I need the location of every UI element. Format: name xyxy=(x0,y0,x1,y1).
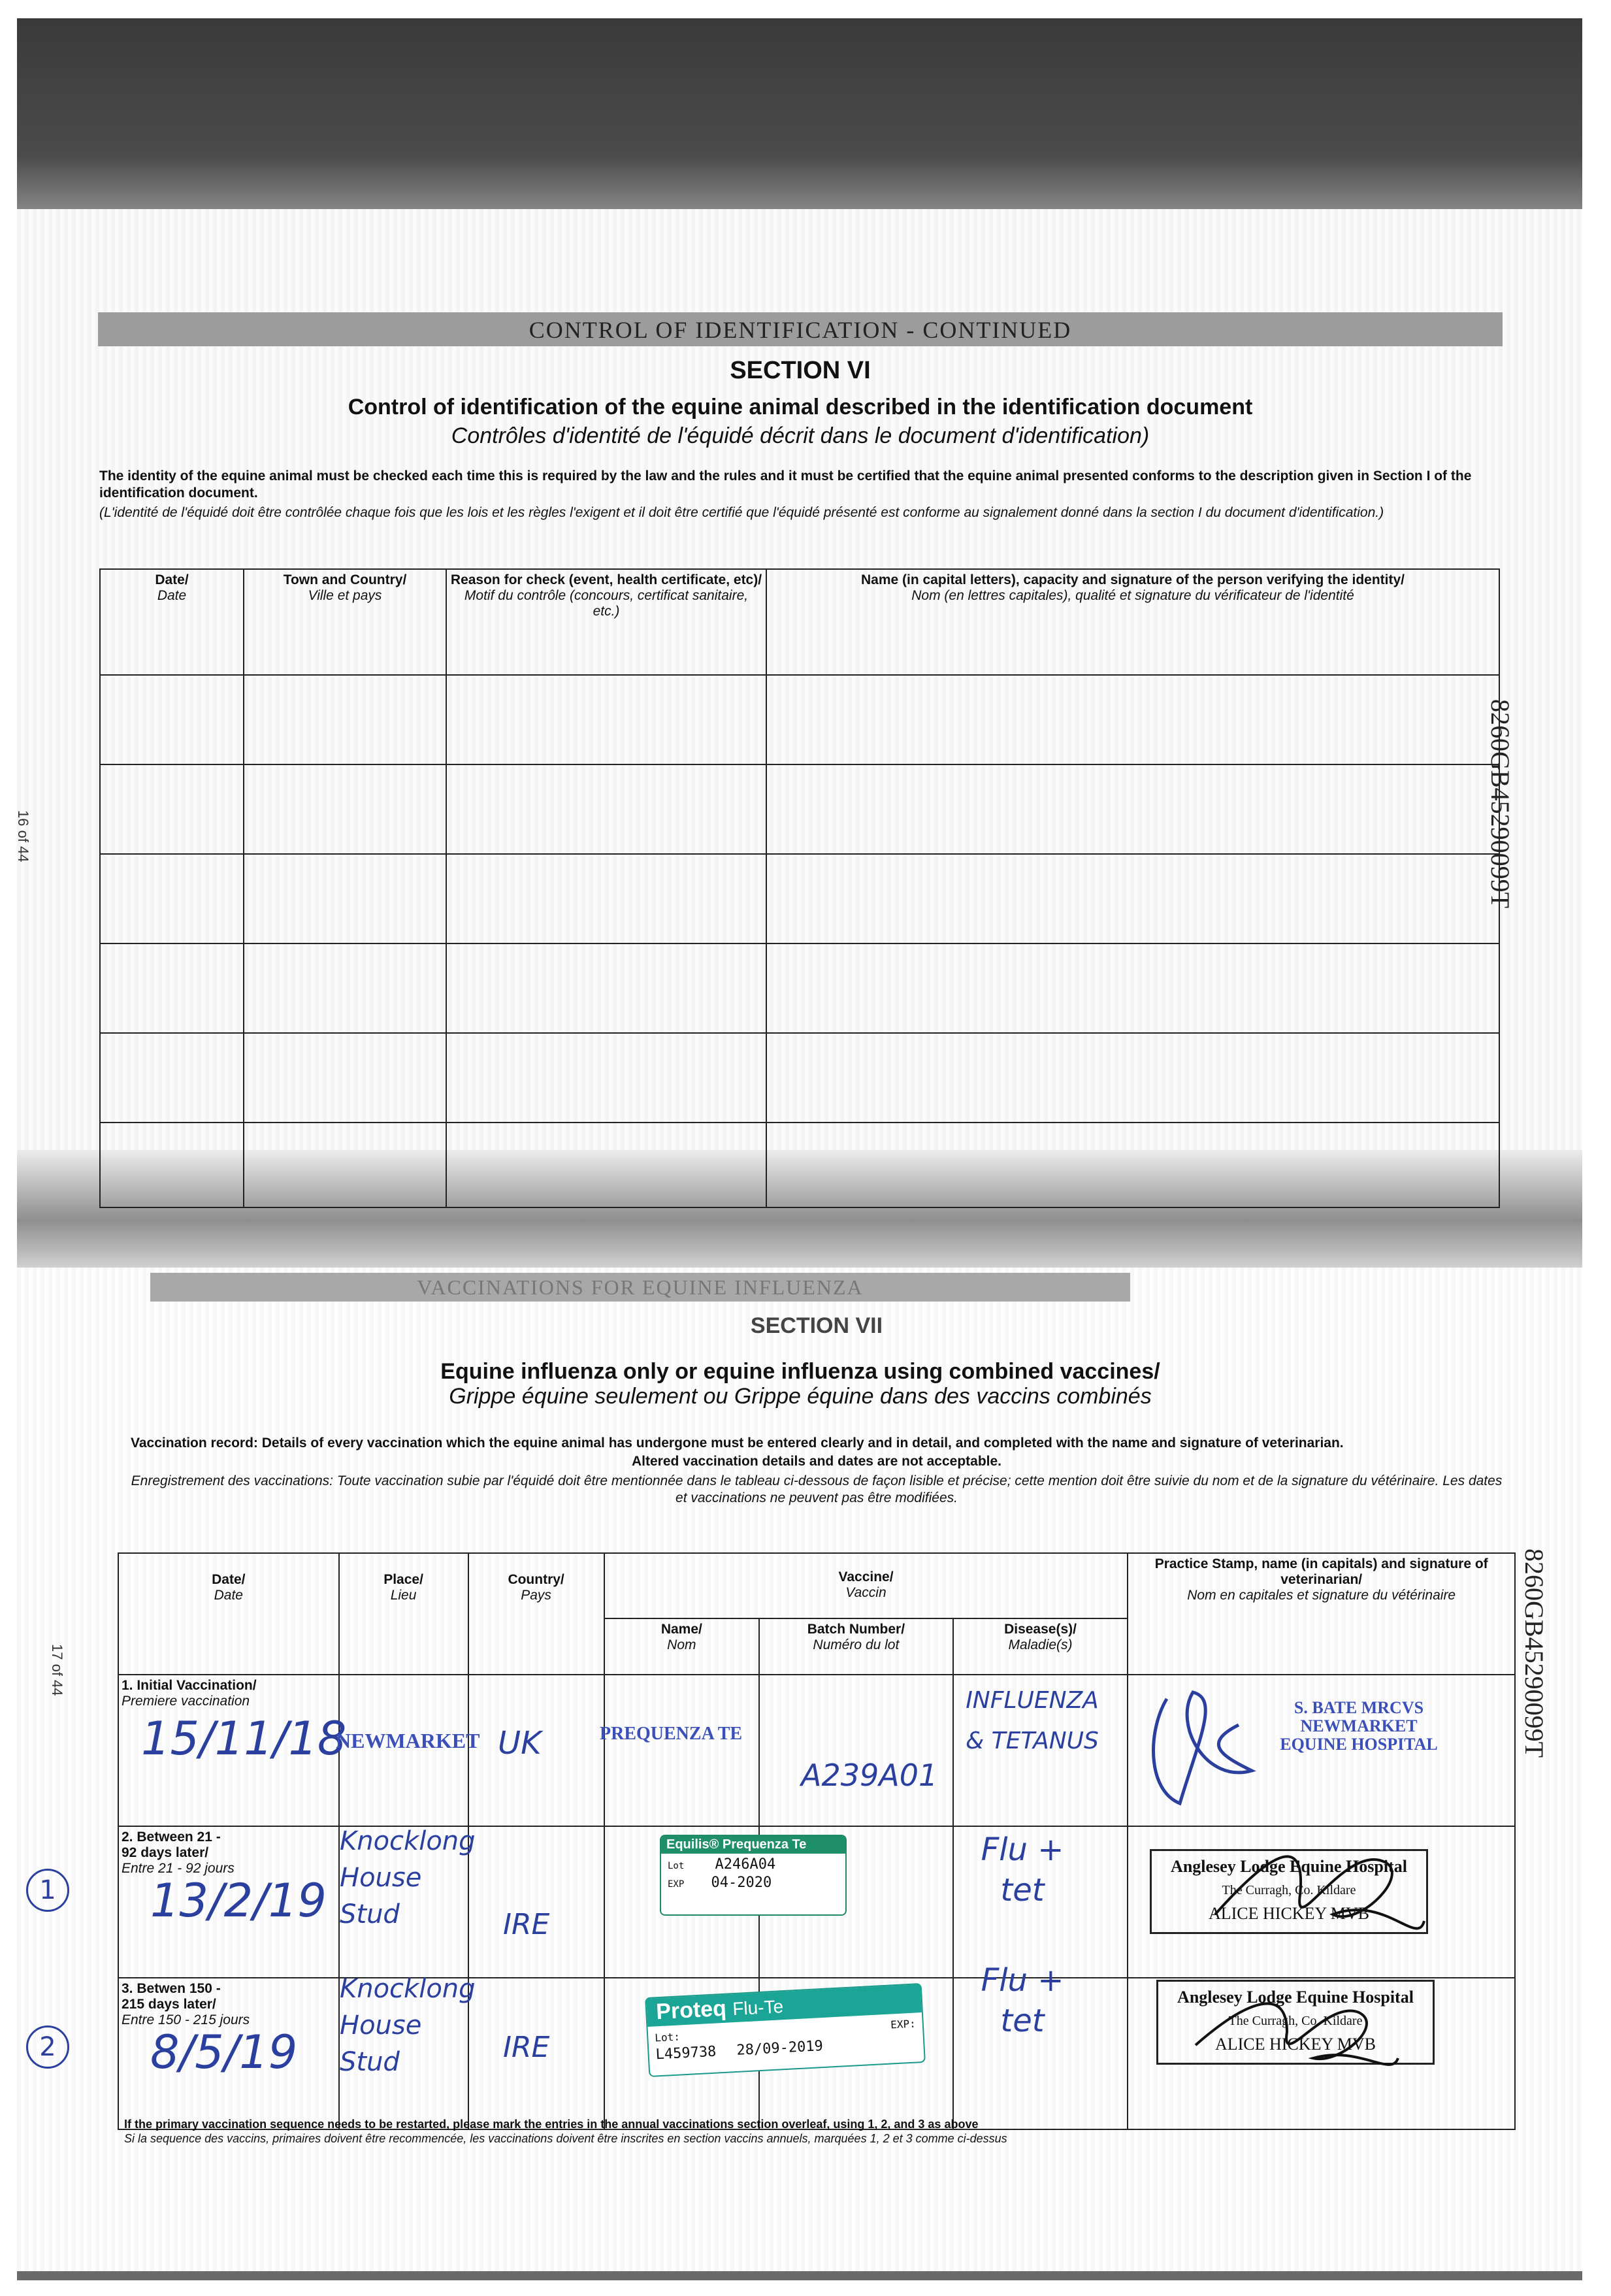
row2-date: 13/2/19 xyxy=(150,1874,327,1927)
col-header-town: Town and Country/ Ville et pays xyxy=(244,569,446,675)
row1-place: NEWMARKET xyxy=(336,1729,480,1752)
section-vi-title-en: Control of identification of the equine animal described in the identification document xyxy=(348,395,1253,419)
row2-country: IRE xyxy=(503,1908,550,1941)
section-vii-heading: SECTION VII xyxy=(750,1313,883,1338)
col-header-verifier: Name (in capital letters), capacity and signature of the person verifying the identity/ Nom (en lettres capitales), qualité et signature du vérificateur de l'identité xyxy=(766,569,1499,675)
page-number-16: 16 of 44 xyxy=(15,810,31,862)
table-row xyxy=(100,943,1499,1033)
col-header-country: Country/ Pays xyxy=(468,1553,604,1675)
row3-disease: Flu + tet xyxy=(981,1962,1064,2039)
row3-vaccine-sticker: Proteq Flu-Te Lot: EXP: L459738 28/09-2019 xyxy=(645,1983,926,2077)
col-header-vaccine: Vaccine/ Vaccin xyxy=(604,1553,1128,1618)
row3-signature xyxy=(1176,1960,1411,2091)
row2-place: Knocklong House Stud xyxy=(340,1826,476,1929)
row-label-third: 3. Betwen 150 - 215 days later/ Entre 150 - 215 jours xyxy=(118,1978,339,2129)
vaccination-banner: VACCINATIONS FOR EQUINE INFLUENZA xyxy=(150,1273,1130,1302)
col-header-disease: Disease(s)/ Maladie(s) xyxy=(953,1618,1128,1675)
page-number-17: 17 of 44 xyxy=(49,1644,65,1696)
section-vi-instructions-fr: (L'identité de l'équidé doit être contrôlée chaque fois que les lois et les règles l'exigent et il doit être certifié que l'équidé présenté est conforme au signalement donné dans la section I du document d'identification.) xyxy=(99,505,1384,520)
col-header-date: Date/ Date xyxy=(100,569,244,675)
scan-dark-edge-bottom xyxy=(17,2271,1582,2280)
row1-date: 15/11/18 xyxy=(141,1712,347,1765)
row2-margin-mark: 1 xyxy=(26,1869,69,1912)
section-vii-title-en: Equine influenza only or equine influenza using combined vaccines/ xyxy=(440,1359,1160,1384)
row-label-initial: 1. Initial Vaccination/ Premiere vaccination xyxy=(118,1675,339,1826)
row1-disease: INFLUENZA & TETANUS xyxy=(966,1687,1099,1754)
col-header-place: Place/ Lieu xyxy=(339,1553,468,1675)
row3-place: Knocklong House Stud xyxy=(340,1974,476,2077)
table-row xyxy=(100,764,1499,854)
section-banner: CONTROL OF IDENTIFICATION - CONTINUED xyxy=(98,312,1503,346)
footer-note-en: If the primary vaccination sequence needs to be restarted, please mark the entries in the annual vaccinations section overleaf, using 1, 2, and 3 as above xyxy=(124,2118,979,2131)
row2-signature xyxy=(1189,1816,1437,1967)
row2-practice-stamp: Anglesey Lodge Equine Hospital The Curragh, Co. Kildare ALICE HICKEY MVB xyxy=(1150,1849,1428,1934)
col-header-reason: Reason for check (event, health certificate, etc)/ Motif du contrôle (concours, certificat sanitaire, etc.) xyxy=(446,569,766,675)
section-vii-title-fr: Grippe équine seulement ou Grippe équine dans des vaccins combinés xyxy=(449,1384,1152,1409)
section-vi-heading: SECTION VI xyxy=(730,357,871,384)
section-vi-title-fr: Contrôles d'identité de l'équidé décrit dans le document d'identification) xyxy=(451,423,1150,448)
passport-id-vertical-bottom: 8260GB45290099T xyxy=(1520,1549,1549,1758)
row-label-second: 2. Between 21 - 92 days later/ Entre 21 - 92 jours xyxy=(118,1826,339,1978)
section-vi-instructions-en: The identity of the equine animal must be checked each time this is required by the law and the rules and it must be certified that the equine animal presented conforms to the description given in Section I of the identification document. xyxy=(99,468,1472,500)
row3-practice-stamp: Anglesey Lodge Equine Hospital The Curragh, Co. Kildare ALICE HICKEY MVB xyxy=(1156,1980,1435,2065)
col-header-vaccine-name: Name/ Nom xyxy=(604,1618,759,1675)
row3-country: IRE xyxy=(503,2031,550,2064)
row1-vaccine-name: PREQUENZA TE xyxy=(600,1724,743,1744)
row1-batch: A239A01 xyxy=(801,1758,938,1793)
table-row xyxy=(100,675,1499,764)
scan-dark-edge-top xyxy=(17,18,1582,214)
row1-country: UK xyxy=(498,1725,542,1762)
col-header-practice-stamp: Practice Stamp, name (in capitals) and signature of veterinarian/ Nom en capitales et signature du vétérinaire xyxy=(1128,1553,1515,1675)
row1-practice-stamp: S. BATE MRCVS NEWMARKET EQUINE HOSPITAL xyxy=(1280,1698,1438,1754)
vaccination-record-fr: Enregistrement des vaccinations: Toute vaccination subie par l'équidé doit être mentionnée dans le tableau ci-dessous de façon lisible et précise; cette mention doit être suivie du nom et de la signature du vétérinaire. Les dates et vaccinations ne peuvent pas être modifiées. xyxy=(131,1473,1503,1505)
col-header-batch: Batch Number/ Numéro du lot xyxy=(759,1618,953,1675)
passport-id-vertical-top: 8260GB45290099T xyxy=(1486,699,1515,908)
row2-vaccine-sticker: Equilis® Prequenza Te Lot A246A04 EXP 04-2020 xyxy=(660,1835,847,1916)
col-header-date: Date/ Date xyxy=(118,1553,339,1675)
identity-check-table xyxy=(99,568,1500,1208)
vaccination-record-en-2: Altered vaccination details and dates are not acceptable. xyxy=(631,1454,1002,1469)
vaccination-record-en: Vaccination record: Details of every vaccination which the equine animal has undergone must be entered clearly and in detail, and completed with the name and signature of veterinarian. xyxy=(131,1435,1344,1451)
table-row xyxy=(100,1033,1499,1123)
row2-disease: Flu + tet xyxy=(981,1831,1064,1909)
row3-date: 8/5/19 xyxy=(150,2025,298,2079)
row3-margin-mark: 2 xyxy=(26,2025,69,2069)
table-row xyxy=(100,854,1499,943)
table-row xyxy=(100,1123,1499,1207)
footer-note-fr: Si la sequence des vaccins, primaires doivent être recommencée, les vaccinations doivent être inscrites en section vaccins annuels, marquées 1, 2 et 3 comme ci-dessus xyxy=(124,2132,1007,2145)
